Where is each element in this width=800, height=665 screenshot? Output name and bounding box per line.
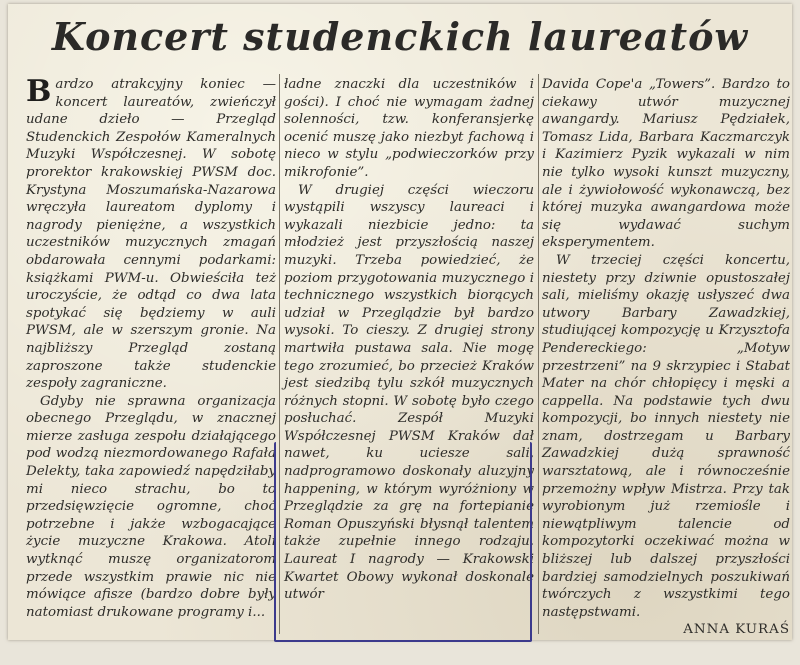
paragraph-text: ardzo atrakcyjny koniec — koncert laureatów, zwieńczył udane dzieło — Przegląd Studenckich Zespołów Kameralnych Muzyki Współczesnej. W sobotę prorektor krakowskiej PWSM doc. Krystyna Moszumańska-Nazarowa wręczyła laureatom dyplomy i nagrody pieniężne, a wszystkich uczestników muzycznych zmagań obdarowała cennymi podarkami: książkami PWM-u. Obwieściła też uroczyście, że odtąd co dwa lata spotykać się będziemy w auli PWSM, ale w szerszym gronie. Na najbliższy Przegląd zostaną zaproszone także studenckie zespoły zagraniczne. bbox=[26, 77, 276, 392]
paragraph bbox=[26, 76, 276, 393]
paragraph: ładne znaczki dla uczestników i gości). I choć nie wymagam żadnej solenności, tzw. konferansjerkę ocenić muszę jako niezbyt fachową i nieco w stylu „podwieczorków przy mikrofonie”. bbox=[284, 77, 534, 180]
paragraph: W trzeciej części koncertu, niestety przy dziwnie opustoszałej sali, mieliśmy okazję usłyszeć dwa utwory Barbary Zawadzkiej, studiującej kompozycję u Krzysztofa Pendereckiego: „Motyw przestrzeni” na 9 skrzypiec i Stabat Mater na chór chłopięcy i męski a cappella. Na podstawie tych dwu kompozycji, bo innych niestety nie znam, dostrzegam u Barbary Zawadzkiej dużą sprawność warsztatową, ale i równocześnie przemożny wpływ Mistrza. Przy tak wyrobionym już rzemiośle i niewątpliwym talencie od kompozytorki oczekiwać można w bliższej lub dalszej przyszłości bardziej samodzielnych poszukiwań twórczych z wszystkimi tego następstwami. bbox=[542, 252, 790, 620]
paragraph: Davida Cope'a „Towers”. Bardzo to ciekawy utwór muzycznej awangardy. Mariusz Pędziałek, Tomasz Lida, Barbara Kaczmarczyk i Kazimierz Pyzik wykazali w nim nie tylko wysoki kunszt muzyczny, ale i żywiołowość wykonawczą, bez której muzyka awangardowa może się wydawać suchym eksperymentem. bbox=[542, 77, 790, 251]
drop-cap: B bbox=[26, 74, 52, 109]
pen-marking-bracket bbox=[274, 442, 532, 642]
newspaper-clipping bbox=[8, 4, 792, 640]
paragraph-text: W drugiej części wieczoru wystąpili wszyscy laureaci i wykazali niezbicie jedno: ta młodzież jest przyszłością naszej muzyki. Trzeba powiedzieć, że poziom przygotowania muzycznego i technicznego wszystkich biorących udział w Przeglądzie był bardzo wysoki. To cieszy. Z drugiej strony martwiła pustawa sala. Nie mogę tego zrozumieć, bo przecież Kraków jest siedzibą tylu szkół muzycznych różnych stopni. W sobotę było czego posłuchać. bbox=[284, 182, 534, 427]
article-column-1 bbox=[26, 76, 276, 621]
article-column-3 bbox=[542, 76, 790, 639]
paragraph: Gdyby nie sprawna organizacja obecnego Przeglądu, w znacznej mierze zasługa zespołu działającego pod wodzą niezmordowanego Rafała Delekty, taka zapowiedź napędziłaby mi nieco strachu, bo to przedsięwzięcie ogromne, choć potrzebne i jakże wzbogacające życie muzyczne Krakowa. Atoli wytknąć muszę organizatorom przede wszystkim prawie nic nie mówiące afisze (bardzo dobre były natomiast drukowane programy i... bbox=[26, 393, 276, 620]
highlighted-paragraph-text: Zespół Muzyki Współczesnej PWSM Kraków dał nawet, ku uciesze sali, nadprogramowo doskonały aluzyjny happening, w którym wyróżniony w Przeglądzie za grę na fortepianie Roman Opuszyński błysnął talentem także zupełnie innego rodzaju. Laureat I nagrody — Krakowski Kwartet Obowy wykonał doskonale utwór bbox=[284, 411, 534, 603]
column-rule bbox=[538, 74, 539, 634]
author-byline: ANNA KURAŚ bbox=[683, 622, 790, 638]
headline: Koncert studenckich laureatów bbox=[51, 14, 749, 59]
